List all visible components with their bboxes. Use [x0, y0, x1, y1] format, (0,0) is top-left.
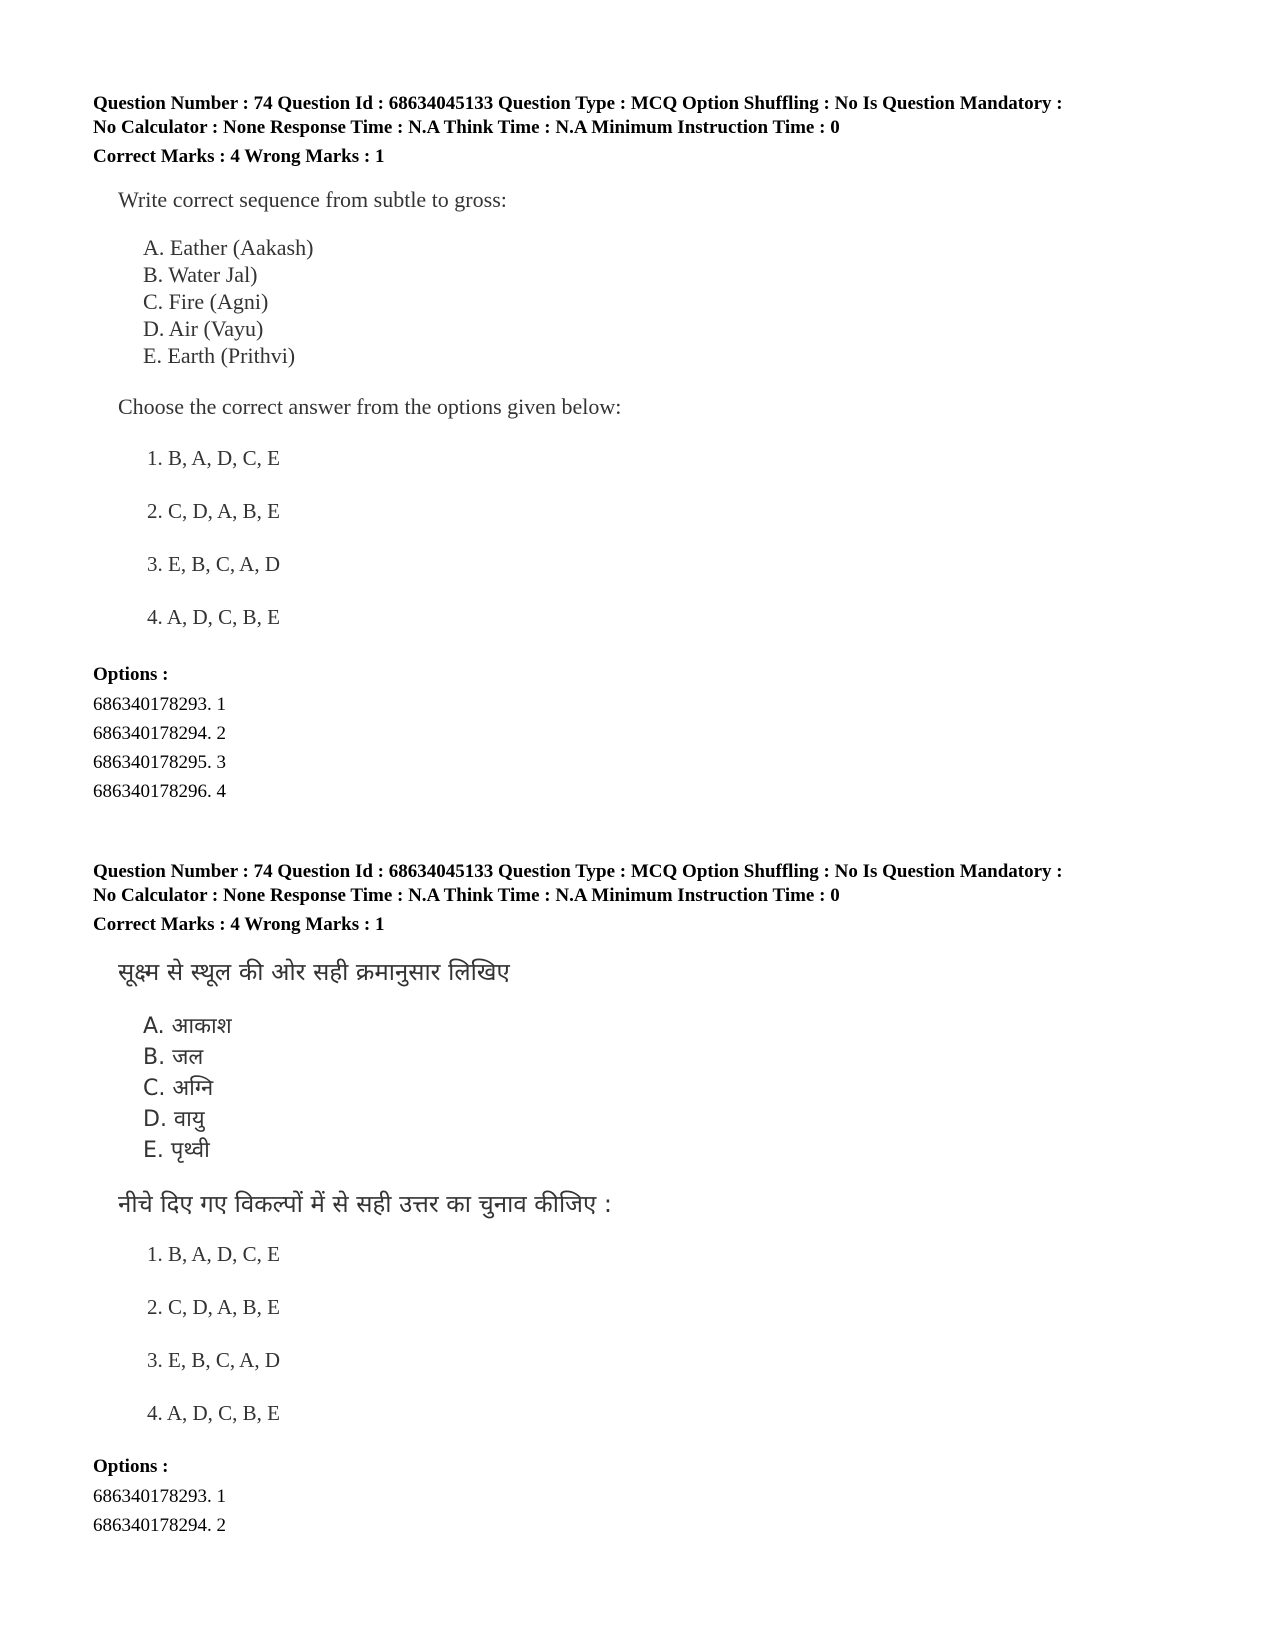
option-item: 686340178293. 1	[93, 694, 226, 715]
question-marks: Correct Marks : 4 Wrong Marks : 1	[93, 146, 385, 167]
list-item: A. Eather (Aakash)	[143, 235, 314, 260]
list-item: C. अग्नि	[143, 1076, 214, 1101]
options-label: Options :	[93, 664, 169, 685]
option-item: 686340178294. 2	[93, 723, 226, 744]
option-item: 686340178294. 2	[93, 1515, 226, 1536]
answer-choice: 4. A, D, C, B, E	[147, 605, 281, 629]
list-item: A. आकाश	[143, 1014, 232, 1039]
answer-choice: 1. B, A, D, C, E	[147, 1242, 281, 1266]
question-image	[118, 169, 1213, 663]
question-meta	[93, 860, 1213, 908]
list-item: D. वायु	[143, 1107, 205, 1132]
answer-choice: 2. C, D, A, B, E	[147, 499, 281, 523]
question-meta-line-2: No Calculator : None Response Time : N.A Think Time : N.A Minimum Instruction Time : 0	[93, 885, 840, 906]
question-image	[118, 937, 1213, 1455]
question-meta	[93, 92, 1213, 140]
list-item: E. पृथ्वी	[143, 1138, 210, 1163]
answer-choice: 3. E, B, C, A, D	[147, 552, 281, 576]
answer-choice: 1. B, A, D, C, E	[147, 446, 281, 470]
answer-choice: 2. C, D, A, B, E	[147, 1295, 281, 1319]
question-instruction: नीचे दिए गए विकल्पों में से सही उत्तर का चुनाव कीजिए :	[118, 1190, 612, 1218]
question-meta-line-2: No Calculator : None Response Time : N.A Think Time : N.A Minimum Instruction Time : 0	[93, 117, 840, 138]
question-stem: Write correct sequence from subtle to gross:	[118, 187, 507, 212]
question-block-hindi	[93, 860, 1213, 1540]
answer-choice: 3. E, B, C, A, D	[147, 1348, 281, 1372]
list-item: C. Fire (Agni)	[143, 289, 269, 314]
answer-choice: 4. A, D, C, B, E	[147, 1401, 281, 1425]
question-block-english	[93, 92, 1213, 806]
question-stem: सूक्ष्म से स्थूल की ओर सही क्रमानुसार लिखिए	[118, 958, 510, 986]
list-item: B. Water Jal)	[143, 262, 258, 287]
question-marks: Correct Marks : 4 Wrong Marks : 1	[93, 914, 385, 935]
list-item: E. Earth (Prithvi)	[143, 343, 296, 368]
question-meta-line-1: Question Number : 74 Question Id : 68634045133 Question Type : MCQ Option Shuffling : No Is Question Mandatory :	[93, 93, 1063, 114]
option-item: 686340178296. 4	[93, 781, 226, 802]
list-item: B. जल	[143, 1045, 204, 1070]
question-instruction: Choose the correct answer from the options given below:	[118, 394, 622, 419]
list-item: D. Air (Vayu)	[143, 316, 264, 341]
option-item: 686340178295. 3	[93, 752, 226, 773]
question-meta-line-1: Question Number : 74 Question Id : 68634045133 Question Type : MCQ Option Shuffling : No Is Question Mandatory :	[93, 861, 1063, 882]
options-label: Options :	[93, 1456, 169, 1477]
option-item: 686340178293. 1	[93, 1486, 226, 1507]
